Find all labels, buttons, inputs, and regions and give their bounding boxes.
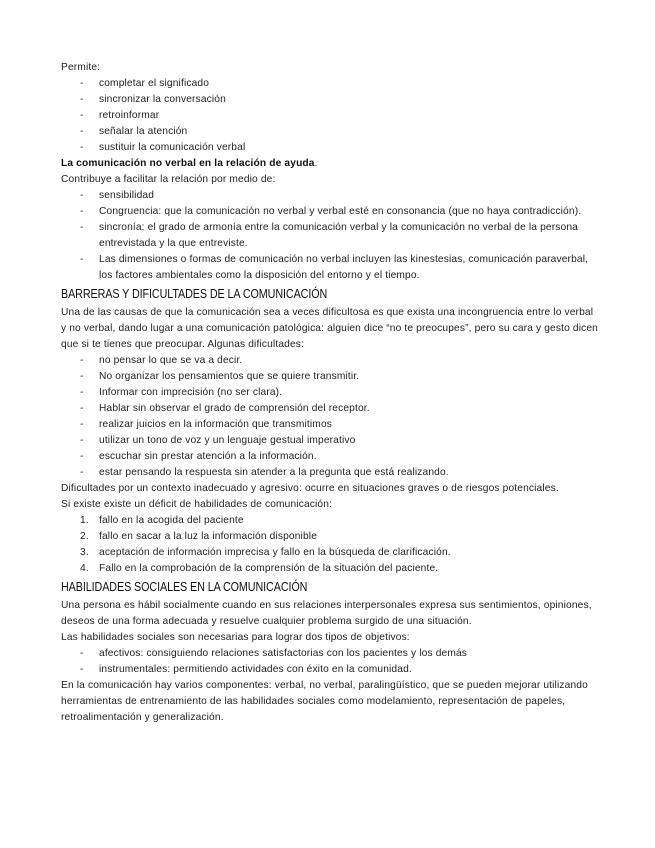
list-item: - Informar con imprecisión (no ser clara). xyxy=(61,385,601,401)
list-item: - completar el significado xyxy=(61,76,601,92)
item-number: 4. xyxy=(80,563,89,574)
barriers-list xyxy=(61,353,601,481)
skills-paragraph: Una persona es hábil socialmente cuando en sus relaciones interpersonales expresa sus sentimientos, opiniones, deseos de una forma adecuada y resuelve cualquier problema surgido de una situación. xyxy=(61,600,592,627)
nonverbal-list xyxy=(61,188,601,284)
list-item: - Congruencia: que la comunicación no verbal y verbal esté en consonancia (que no haya contradicción). xyxy=(61,204,601,220)
skills-list xyxy=(61,646,601,678)
deficit-list xyxy=(61,513,601,577)
list-item: - retroinformar xyxy=(61,108,601,124)
nonverbal-title-line xyxy=(61,156,601,172)
skills-heading: HABILIDADES SOCIALES EN LA COMUNICACIÓN xyxy=(61,580,308,594)
item-number: 1. xyxy=(80,515,89,526)
list-item: - realizar juicios en la información que transmitimos xyxy=(61,417,601,433)
item-text: Fallo en la comprobación de la comprensión de la situación del paciente. xyxy=(99,563,439,574)
intro-list xyxy=(61,76,601,156)
document-page xyxy=(61,60,601,726)
context-note: Dificultades por un contexto inadecuado y agresivo: ocurre en situaciones graves o de riesgos potenciales. xyxy=(61,483,559,494)
list-item: - afectivos: consiguiendo relaciones satisfactorias con los pacientes y los demás xyxy=(61,646,601,662)
nonverbal-title-suffix: . xyxy=(314,158,318,169)
item-text: aceptación de información imprecisa y fallo en la búsqueda de clarificación. xyxy=(99,547,451,558)
numbered-item xyxy=(61,513,601,529)
item-text: fallo en sacar a la luz la información disponible xyxy=(99,531,318,542)
list-item: - no pensar lo que se va a decir. xyxy=(61,353,601,369)
numbered-item xyxy=(61,545,601,561)
skills-lead: Las habilidades sociales son necesarias para lograr dos tipos de objetivos: xyxy=(61,632,410,643)
list-item: - No organizar los pensamientos que se quiere transmitir. xyxy=(61,369,601,385)
list-item: - Las dimensiones o formas de comunicación no verbal incluyen las kinestesias, comunicación paraverbal, los factores ambientales como la disposición del entorno y el tiempo. xyxy=(61,252,601,284)
skills-closing: En la comunicación hay varios componentes: verbal, no verbal, paralingüístico, que se pueden mejorar utilizando herramientas de entrenamiento de las habilidades sociales como modelamiento, representación de papeles, retroalimentación y generalización. xyxy=(61,680,588,723)
list-item: - escuchar sin prestar atención a la información. xyxy=(61,449,601,465)
numbered-item xyxy=(61,561,601,577)
item-text: fallo en la acogida del paciente xyxy=(99,515,244,526)
barriers-paragraph: Una de las causas de que la comunicación sea a veces dificultosa es que exista una incongruencia entre lo verbal y no verbal, dando lugar a una comunicación patológica: alguien dice “no te preocupes”, pero su cara y gesto dicen que si te tienes que preocupar. Algunas dificultades: xyxy=(61,307,598,350)
item-number: 2. xyxy=(80,531,89,542)
list-item: - señalar la atención xyxy=(61,124,601,140)
list-item: - sincronizar la conversación xyxy=(61,92,601,108)
barriers-heading: BARRERAS Y DIFICULTADES DE LA COMUNICACIÓN xyxy=(61,287,328,301)
deficit-lead: Si existe existe un déficit de habilidades de comunicación: xyxy=(61,499,333,510)
intro-label: Permite: xyxy=(61,62,101,73)
list-item: - estar pensando la respuesta sin atender a la pregunta que está realizando. xyxy=(61,465,601,481)
numbered-item xyxy=(61,529,601,545)
list-item: - sensibilidad xyxy=(61,188,601,204)
nonverbal-title: La comunicación no verbal en la relación de ayuda xyxy=(61,158,315,169)
nonverbal-lead: Contribuye a facilitar la relación por medio de: xyxy=(61,174,276,185)
list-item: - utilizar un tono de voz y un lenguaje gestual imperativo xyxy=(61,433,601,449)
list-item: - sincronía: el grado de armonía entre la comunicación verbal y la comunicación no verbal de la persona entrevistada y la que entreviste. xyxy=(61,220,601,252)
list-item: - instrumentales: permitiendo actividades con éxito en la comunidad. xyxy=(61,662,601,678)
item-number: 3. xyxy=(80,547,89,558)
list-item: - Hablar sin observar el grado de comprensión del receptor. xyxy=(61,401,601,417)
list-item: - sustituir la comunicación verbal xyxy=(61,140,601,156)
